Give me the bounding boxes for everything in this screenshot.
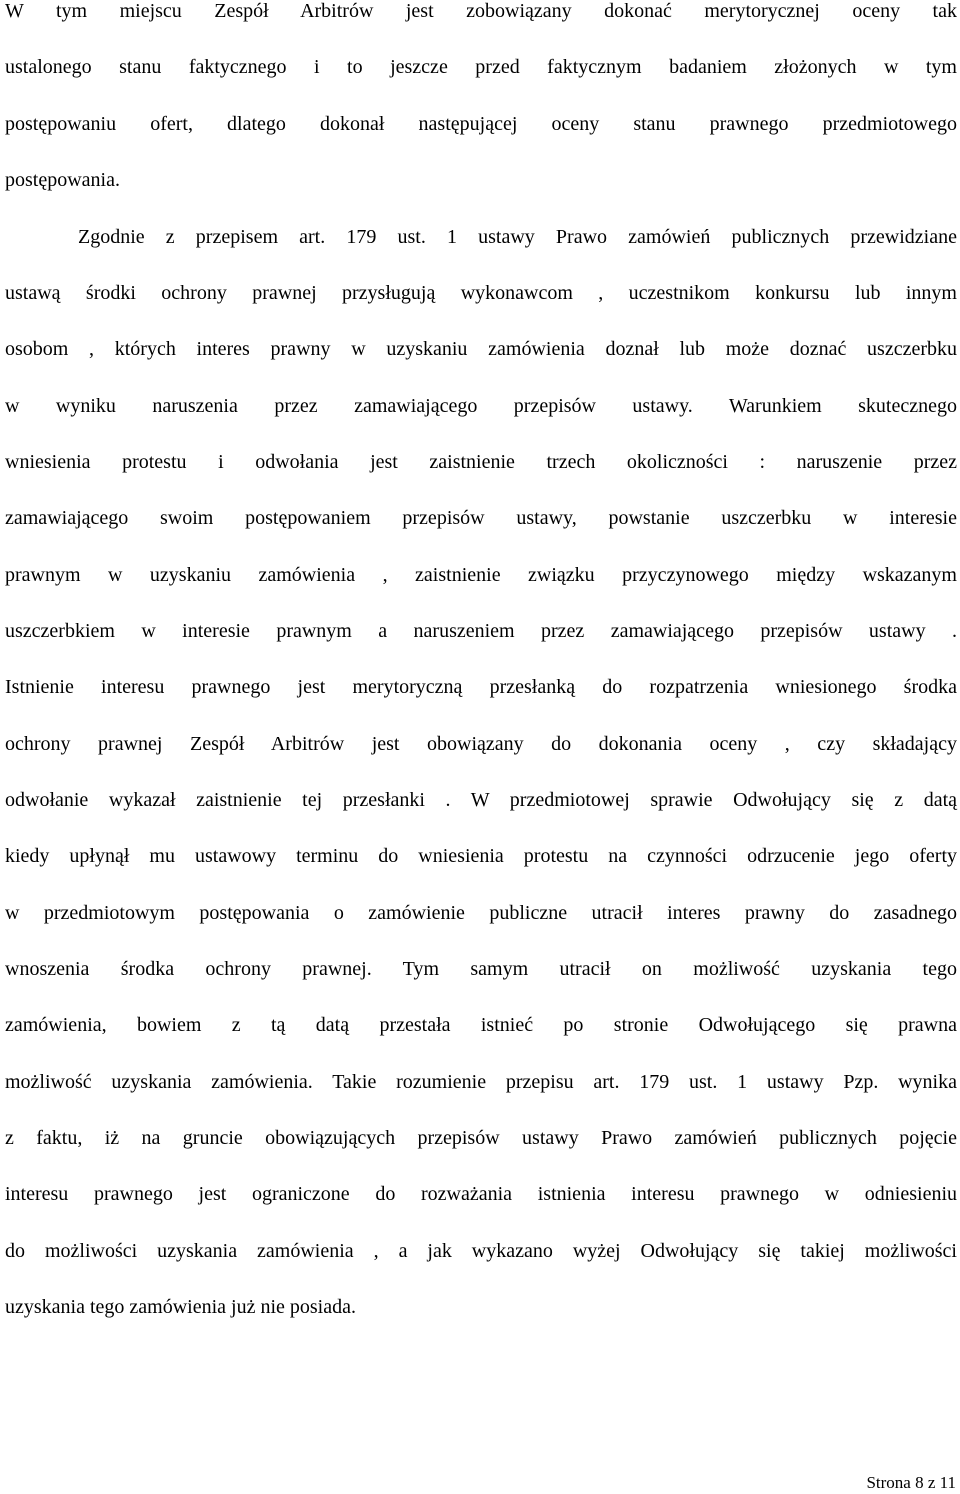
text-line: w przedmiotowym postępowania o zamówienie publiczne utracił interes prawny do zasadnego [5,902,957,924]
text-line: postępowania. [5,169,120,191]
text-line: kiedy upłynął mu ustawowy terminu do wniesienia protestu na czynności odrzucenie jego oferty [5,845,957,867]
text-line: w wyniku naruszenia przez zamawiającego przepisów ustawy. Warunkiem skutecznego [5,395,957,417]
text-line: Istnienie interesu prawnego jest merytoryczną przesłanką do rozpatrzenia wniesionego środka [5,676,957,698]
text-line: interesu prawnego jest ograniczone do rozważania istnienia interesu prawnego w odniesieniu [5,1183,957,1205]
text-line: postępowaniu ofert, dlatego dokonał następującej oceny stanu prawnego przedmiotowego [5,113,957,135]
text-line: zamówienia, bowiem z tą datą przestała istnieć po stronie Odwołującego się prawna [5,1014,957,1036]
text-line: osobom , których interes prawny w uzyskaniu zamówienia doznał lub może doznać uszczerbku [5,338,957,360]
text-line: z faktu, iż na gruncie obowiązujących przepisów ustawy Prawo zamówień publicznych pojęcie [5,1127,957,1149]
text-line: zamawiającego swoim postępowaniem przepisów ustawy, powstanie uszczerbku w interesie [5,507,957,529]
text-line: wnoszenia środka ochrony prawnej. Tym samym utracił on możliwość uzyskania tego [5,958,957,980]
page-number: Strona 8 z 11 [866,1473,956,1492]
text-line: możliwość uzyskania zamówienia. Takie rozumienie przepisu art. 179 ust. 1 ustawy Pzp. wynika [5,1071,957,1093]
text-line: uszczerbkiem w interesie prawnym a naruszeniem przez zamawiającego przepisów ustawy . [5,620,957,642]
text-line: Zgodnie z przepisem art. 179 ust. 1 ustawy Prawo zamówień publicznych przewidziane [78,226,957,248]
text-line: wniesienia protestu i odwołania jest zaistnienie trzech okoliczności : naruszenie przez [5,451,957,473]
text-line: ochrony prawnej Zespół Arbitrów jest obowiązany do dokonania oceny , czy składający [5,733,957,755]
text-line: ustalonego stanu faktycznego i to jeszcze przed faktycznym badaniem złożonych w tym [5,56,957,78]
text-line: prawnym w uzyskaniu zamówienia , zaistnienie związku przyczynowego między wskazanym [5,564,957,586]
text-line: odwołanie wykazał zaistnienie tej przesłanki . W przedmiotowej sprawie Odwołujący się z datą [5,789,957,811]
text-line: uzyskania tego zamówienia już nie posiada. [5,1296,356,1318]
text-line: ustawą środki ochrony prawnej przysługują wykonawcom , uczestnikom konkursu lub innym [5,282,957,304]
text-line: W tym miejscu Zespół Arbitrów jest zobowiązany dokonać merytorycznej oceny tak [5,0,957,22]
text-line: do możliwości uzyskania zamówienia , a jak wykazano wyżej Odwołujący się takiej możliwości [5,1240,957,1262]
